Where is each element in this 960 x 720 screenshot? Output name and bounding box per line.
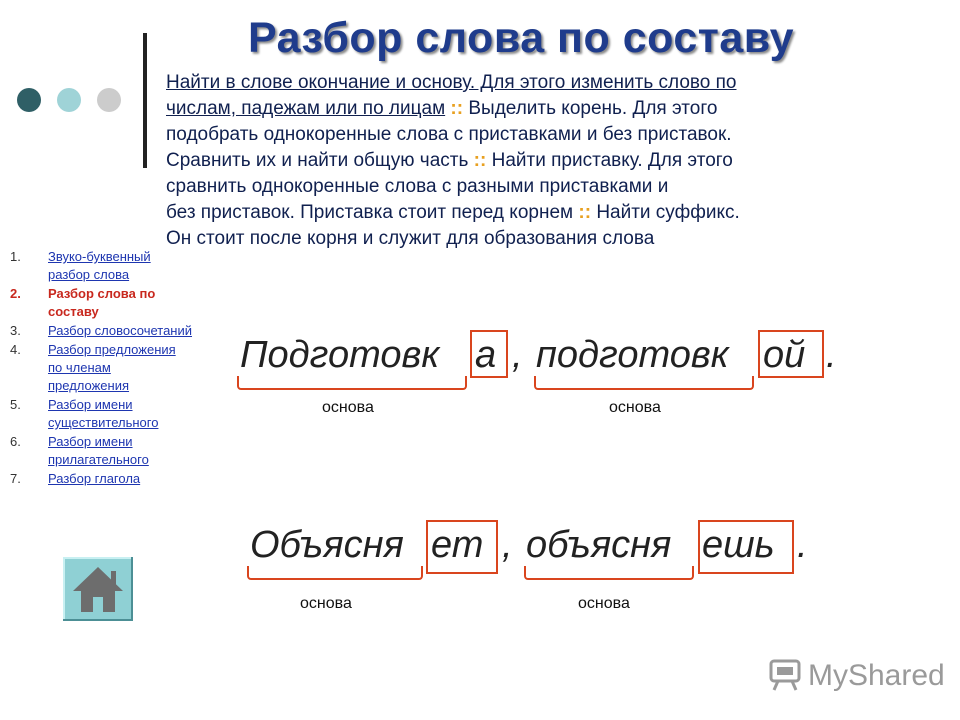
projector-icon bbox=[768, 659, 802, 691]
intro-line5: сравнить однокоренные слова с разными приставками и bbox=[166, 176, 669, 197]
example2-stem1: Объясня bbox=[250, 524, 404, 566]
topic-menu bbox=[8, 248, 193, 489]
example2-stem2: объясня bbox=[526, 524, 672, 566]
intro-line3: подобрать однокоренные слова с приставками и без приставок. bbox=[166, 124, 732, 145]
stem-bracket bbox=[524, 566, 694, 580]
stem-label: основа bbox=[609, 399, 661, 416]
menu-item-3[interactable]: 3. Разбор словосочетаний bbox=[10, 323, 193, 338]
intro-text bbox=[166, 70, 926, 252]
stem-bracket bbox=[534, 376, 754, 390]
menu-item-1[interactable]: 1. Звуко-буквенный разбор слова bbox=[8, 248, 193, 284]
decor-vertical-line bbox=[143, 33, 147, 168]
menu-link[interactable]: Разбор имени прилагательного bbox=[48, 434, 149, 467]
menu-link[interactable]: Разбор предложения по членам предложения bbox=[48, 342, 176, 393]
logo-text: MyShared bbox=[808, 659, 945, 692]
separator: :: bbox=[578, 202, 592, 223]
example1-ending1: а bbox=[475, 334, 497, 376]
stem-label: основа bbox=[300, 595, 352, 612]
stem-label: основа bbox=[578, 595, 630, 612]
decor-dot-3 bbox=[97, 88, 121, 112]
stem-bracket bbox=[247, 566, 423, 580]
intro-link-line2[interactable]: числам, падежам или по лицам bbox=[166, 98, 446, 119]
stem-label: основа bbox=[322, 399, 374, 416]
example2-comma: , bbox=[502, 524, 513, 566]
page-title: Разбор слова по составу bbox=[248, 14, 795, 62]
menu-item-5[interactable]: 5. Разбор имени существительного bbox=[8, 396, 193, 432]
example1-stem2: подготовк bbox=[536, 334, 729, 376]
menu-link[interactable]: Разбор имени существительного bbox=[48, 397, 159, 430]
home-icon bbox=[71, 563, 125, 615]
intro-line6b: Найти суффикс. bbox=[596, 202, 740, 223]
menu-item-7[interactable]: 7. Разбор глагола bbox=[10, 471, 141, 486]
example1-stem1: Подготовк bbox=[240, 334, 440, 376]
menu-current: Разбор слова по составу bbox=[48, 286, 156, 319]
menu-item-4[interactable]: 4. Разбор предложения по членам предложения bbox=[8, 341, 193, 395]
intro-link-line1[interactable]: Найти в слове окончание и основу. Для этого изменить слово по bbox=[166, 72, 737, 93]
intro-line6a: без приставок. Приставка стоит перед корнем bbox=[166, 202, 574, 223]
home-button[interactable] bbox=[63, 557, 133, 621]
menu-link[interactable]: Разбор словосочетаний bbox=[48, 323, 193, 338]
menu-item-2: 2. Разбор слова по составу bbox=[8, 285, 193, 321]
intro-line7: Он стоит после корня и служит для образования слова bbox=[166, 228, 655, 249]
intro-line2-rest: Выделить корень. Для этого bbox=[468, 98, 718, 119]
intro-line4b: Найти приставку. Для этого bbox=[491, 150, 733, 171]
menu-link[interactable]: Звуко-буквенный разбор слова bbox=[48, 249, 151, 282]
decor-dot-1 bbox=[17, 88, 41, 112]
example2-ending1: ет bbox=[431, 524, 484, 566]
separator: :: bbox=[450, 98, 464, 119]
intro-line4a: Сравнить их и найти общую часть bbox=[166, 150, 469, 171]
example2-dot: . bbox=[797, 524, 808, 566]
menu-item-6[interactable]: 6. Разбор имени прилагательного bbox=[8, 433, 193, 469]
example1-dot: . bbox=[826, 334, 837, 376]
separator: :: bbox=[473, 150, 487, 171]
decor-dot-2 bbox=[57, 88, 81, 112]
example1-ending2: ой bbox=[763, 334, 806, 376]
example2-ending2: ешь bbox=[702, 524, 775, 566]
example1-comma: , bbox=[512, 334, 523, 376]
menu-link[interactable]: Разбор глагола bbox=[48, 471, 141, 486]
stem-bracket bbox=[237, 376, 467, 390]
